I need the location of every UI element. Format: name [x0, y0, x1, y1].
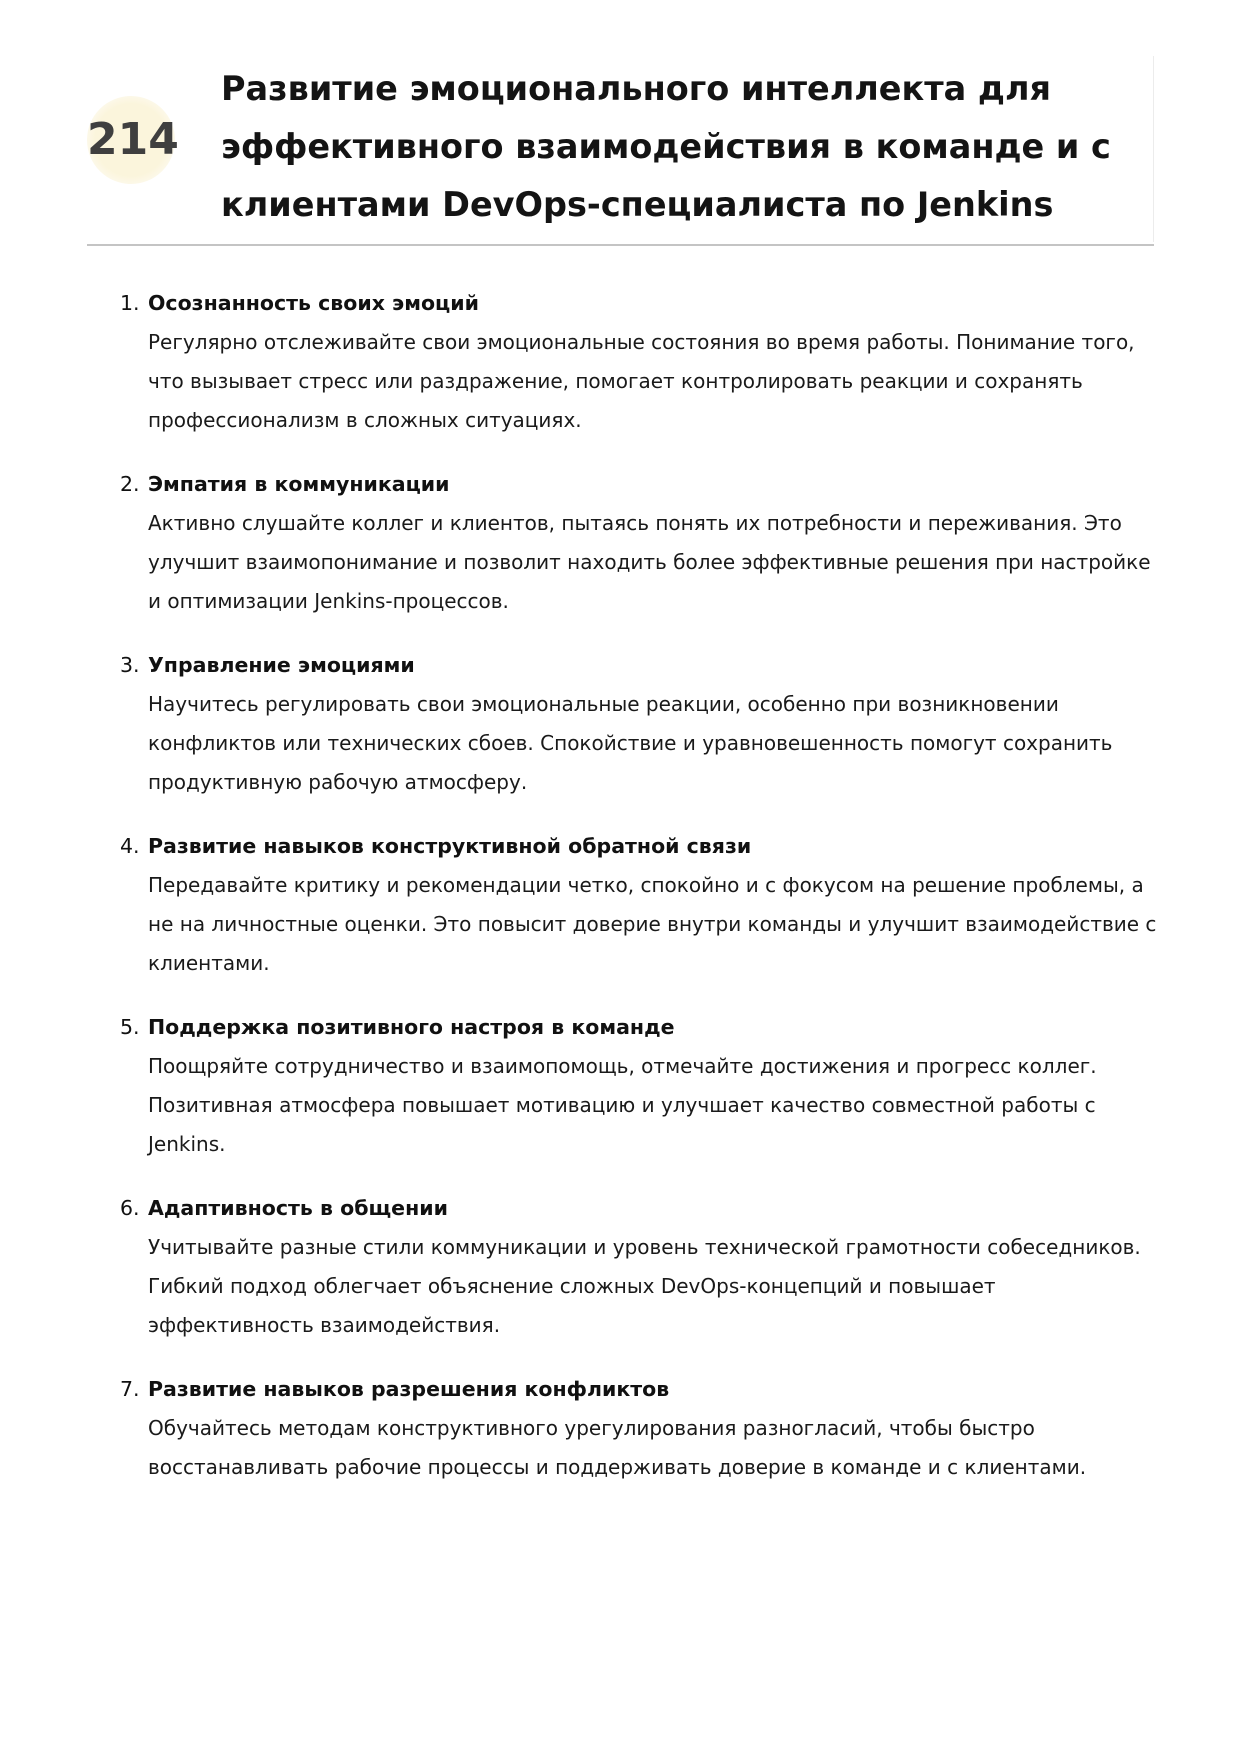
list-item-title: Развитие навыков конструктивной обратной связи — [148, 834, 752, 858]
list-item — [120, 284, 1160, 440]
list-item — [120, 1008, 1160, 1164]
list-item — [120, 1370, 1160, 1487]
list-item-text: Регулярно отслеживайте свои эмоциональные состояния во время работы. Понимание того, что вызывает стресс или раздражение, помогает контролировать реакции и сохранять профессионализм в сложных ситуациях. — [148, 330, 1135, 432]
list-item-text: Поощряйте сотрудничество и взаимопомощь, отмечайте достижения и прогресс коллег. Позитивная атмосфера повышает мотивацию и улучшает качество совместной работы с Jenkins. — [148, 1054, 1097, 1156]
list-item-number: 6. — [120, 1196, 140, 1220]
list-item-title: Эмпатия в коммуникации — [148, 472, 450, 496]
list-item-number: 5. — [120, 1015, 140, 1039]
page-number-badge: 214 — [87, 96, 175, 184]
list-item-text: Научитесь регулировать свои эмоциональные реакции, особенно при возникновении конфликтов или технических сбоев. Спокойствие и уравновешенность помогут сохранить продуктивную рабочую атмосферу. — [148, 692, 1113, 794]
list-item-title: Поддержка позитивного настроя в команде — [148, 1015, 675, 1039]
list-item — [120, 465, 1160, 621]
list-item-number: 1. — [120, 291, 140, 315]
list-item-number: 7. — [120, 1377, 140, 1401]
page-title: Развитие эмоционального интеллекта для эффективного взаимодействия в команде и с клиентами DevOps-специалиста по Jenkins — [221, 69, 1111, 224]
list-item-text: Обучайтесь методам конструктивного урегулирования разногласий, чтобы быстро восстанавливать рабочие процессы и поддерживать доверие в команде и с клиентами. — [148, 1416, 1087, 1479]
page-header — [87, 56, 1154, 246]
list-item — [120, 646, 1160, 802]
list-item-title: Управление эмоциями — [148, 653, 415, 677]
list-item-title: Осознанность своих эмоций — [148, 291, 479, 315]
list-item-text: Активно слушайте коллег и клиентов, пытаясь понять их потребности и переживания. Это улучшит взаимопонимание и позволит находить более эффективные решения при настройке и оптимизации Jenkins-процессов. — [148, 511, 1151, 613]
list-item — [120, 1189, 1160, 1345]
tips-list — [120, 284, 1160, 1512]
list-item-number: 4. — [120, 834, 140, 858]
list-item-number: 2. — [120, 472, 140, 496]
list-item-title: Развитие навыков разрешения конфликтов — [148, 1377, 670, 1401]
list-item-title: Адаптивность в общении — [148, 1196, 448, 1220]
list-item-number: 3. — [120, 653, 140, 677]
list-item-text: Передавайте критику и рекомендации четко, спокойно и с фокусом на решение проблемы, а не на личностные оценки. Это повысит доверие внутри команды и улучшит взаимодействие с клиентами. — [148, 873, 1157, 975]
list-item — [120, 827, 1160, 983]
list-item-text: Учитывайте разные стили коммуникации и уровень технической грамотности собеседников. Гибкий подход облегчает объяснение сложных DevOps-концепций и повышает эффективность взаимодействия. — [148, 1235, 1141, 1337]
